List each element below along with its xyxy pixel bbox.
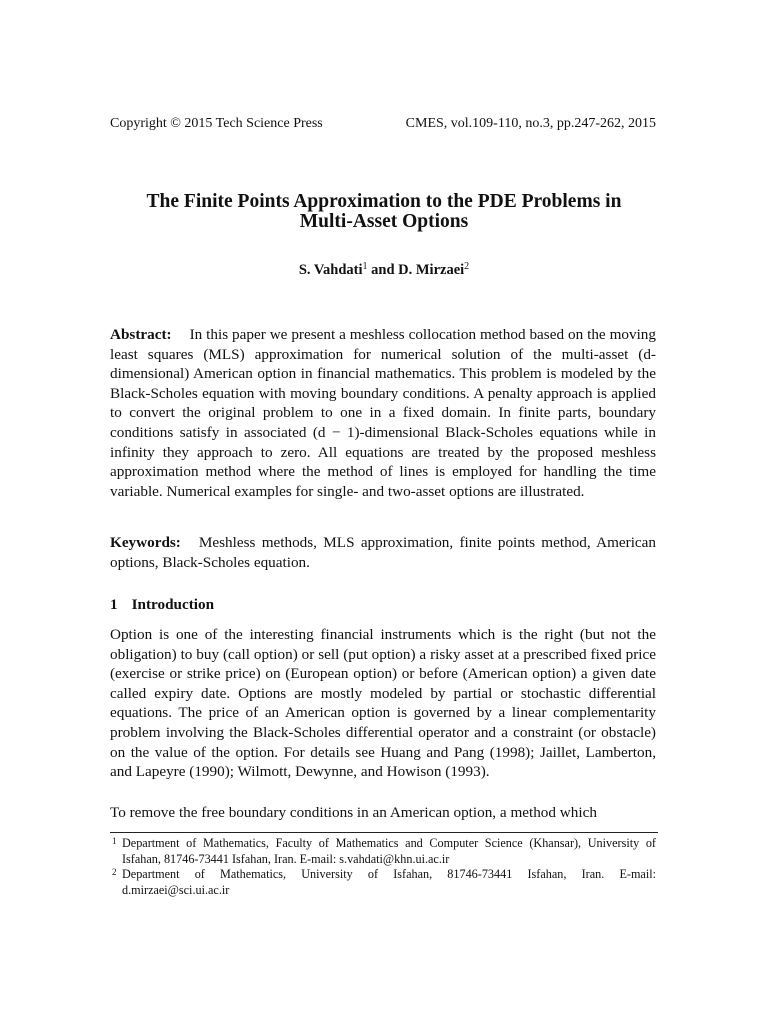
footnote-rule: [110, 832, 658, 833]
author-conjunction: and: [367, 262, 399, 278]
footnote-2-mark: 2: [112, 867, 117, 877]
footnote-1-text: Department of Mathematics, Faculty of Mathematics and Computer Science (Khansar), University of Isfahan, 81746-73441 Isfahan, Iran. E-mail: s.vahdati@khn.ui.ac.ir: [122, 836, 656, 866]
intro-paragraph-2: To remove the free boundary conditions in an American option, a method which: [110, 804, 597, 821]
copyright-notice: Copyright © 2015 Tech Science Press: [110, 116, 323, 131]
section-number: 1: [110, 596, 118, 613]
abstract: [110, 325, 656, 501]
keywords-text: Meshless methods, MLS approximation, finite points method, American options, Black-Scholes equation.: [110, 534, 656, 571]
intro-paragraph-1: Option is one of the interesting financial instruments which is the right (but not the obligation) to buy (call option) or sell (put option) a risky asset at a prescribed fixed price (exercise or strike price) on (European option) or before (American option) a given date called expiry date. Options are mostly modeled by partial or stochastic differential equations. The price of an American option is governed by a linear complementarity problem involving the Black-Scholes differential operator and a constraint (or obstacle) on the value of the option. For details see Huang and Pang (1998); Jaillet, Lamberton, and Lapeyre (1990); Wilmott, Dewynne, and Howison (1993).: [110, 626, 656, 781]
author-1-affiliation-mark: 1: [362, 261, 368, 272]
footnote-2: [110, 867, 656, 898]
footnote-2-text: Department of Mathematics, University of Isfahan, 81746-73441 Isfahan, Iran. E-mail: d.mirzaei@sci.ui.ac.ir: [122, 867, 656, 897]
keywords-label: Keywords:: [110, 534, 181, 551]
author-2-affiliation-mark: 2: [464, 261, 470, 272]
running-header: [110, 116, 656, 132]
footnotes: [110, 836, 656, 898]
journal-citation: CMES, vol.109-110, no.3, pp.247-262, 2015: [405, 116, 656, 131]
author-list: [0, 261, 768, 279]
author-1: S. Vahdati: [298, 262, 363, 278]
keywords: [110, 533, 656, 572]
section-title: Introduction: [131, 596, 215, 613]
abstract-label: Abstract:: [110, 326, 172, 343]
footnote-1-mark: 1: [112, 836, 117, 846]
footnote-1: [110, 836, 656, 867]
abstract-text: In this paper we present a meshless collocation method based on the moving least squares (MLS) approximation for numerical solution of the multi-asset (d-dimensional) American option in financial mathematics. This problem is modeled by the Black-Scholes equation with moving boundary conditions. A penalty approach is applied to convert the original problem to one in a fixed domain. In finite parts, boundary conditions satisfy in associated (d − 1)-dimensional Black-Scholes equations while in infinity they approach to zero. All equations are treated by the proposed meshless approximation method where the method of lines is employed for handling the time variable. Numerical examples for single- and two-asset options are illustrated.: [110, 326, 656, 500]
section-heading: [110, 596, 214, 614]
title-line-2: Multi-Asset Options: [299, 211, 469, 232]
paper-title: [90, 192, 678, 232]
author-2: D. Mirzaei: [398, 262, 465, 278]
title-line-1: The Finite Points Approximation to the PDE Problems in: [146, 191, 622, 212]
